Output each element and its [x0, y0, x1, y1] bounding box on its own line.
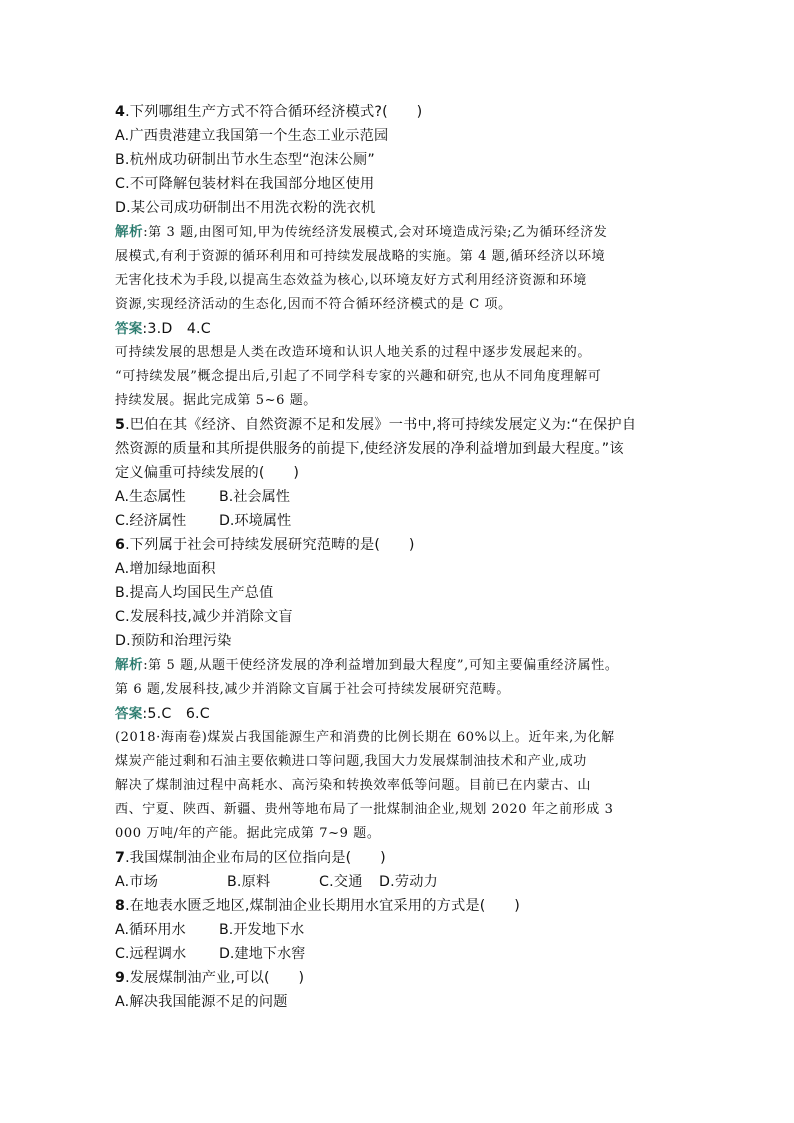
- analysis-1-line-3: 无害化技术为手段,以提高生态效益为核心,以环境友好方式利用经济资源和环境: [115, 273, 587, 288]
- question-6-option-b: B.提高人均国民生产总值: [115, 585, 274, 601]
- question-9-stem: 9.发展煤制油产业,可以( ): [115, 970, 305, 986]
- question-5-option-d: D.环境属性: [219, 513, 292, 529]
- passage-2-line-2: “可持续发展”概念提出后,引起了不同学科专家的兴趣和研究,也从不同角度理解可: [115, 369, 602, 384]
- question-6-stem: 6.下列属于社会可持续发展研究范畴的是( ): [115, 537, 415, 553]
- question-4-option-d: D.某公司成功研制出不用洗衣粉的洗衣机: [115, 200, 376, 216]
- question-5-option-b: B.社会属性: [219, 489, 290, 505]
- passage-3-line-1: (2018·海南卷)煤炭占我国能源生产和消费的比例长期在 60%以上。近年来,为化解: [115, 730, 615, 745]
- passage-3-line-4: 西、宁夏、陕西、新疆、贵州等地布局了一批煤制油企业,规划 2020 年之前形成 3: [115, 802, 614, 817]
- analysis-1-line-2: 展模式,有利于资源的循环利用和可持续发展战略的实施。第 4 题,循环经济以环境: [115, 249, 606, 264]
- question-8-options-row-2: [115, 942, 685, 966]
- analysis-2-line-1: 解析:第 5 题,从题干使经济发展的净利益增加到最大程度”,可知主要偏重经济属性。: [115, 657, 619, 673]
- question-5-stem-line-1: 5.巴伯在其《经济、自然资源不足和发展》一书中,将可持续发展定义为:“在保护自: [115, 417, 637, 433]
- question-4-option-b: B.杭州成功研制出节水生态型“泡沫公厕”: [115, 152, 375, 168]
- question-8-options-row-1: [115, 918, 685, 942]
- question-7-option-c: C.交通: [319, 874, 363, 890]
- passage-3-line-2: 煤炭产能过剩和石油主要依赖进口等问题,我国大力发展煤制油技术和产业,成功: [115, 754, 587, 769]
- question-4-option-c: C.不可降解包装材料在我国部分地区使用: [115, 176, 375, 192]
- passage-3-line-5: 000 万吨/年的产能。据此完成第 7~9 题。: [115, 826, 381, 841]
- question-5-stem-line-2: 然资源的质量和其所提供服务的前提下,使经济发展的净利益增加到最大程度。”该: [115, 441, 624, 457]
- question-7-stem: 7.我国煤制油企业布局的区位指向是( ): [115, 850, 386, 866]
- question-5-option-c: C.经济属性: [115, 513, 187, 529]
- question-4-option-a: A.广西贵港建立我国第一个生态工业示范园: [115, 128, 389, 144]
- passage-2-line-3: 持续发展。据此完成第 5~6 题。: [115, 393, 317, 408]
- question-8-option-b: B.开发地下水: [219, 922, 305, 938]
- question-8-option-c: C.远程调水: [115, 946, 187, 962]
- analysis-1-line-1: 解析:第 3 题,由图可知,甲为传统经济发展模式,会对环境造成污染;乙为循环经济发: [115, 224, 608, 240]
- document-page: [115, 100, 685, 1014]
- question-4-stem: 4.下列哪组生产方式不符合循环经济模式?( ): [115, 104, 423, 120]
- analysis-2-line-2: 第 6 题,发展科技,减少并消除文盲属于社会可持续发展研究范畴。: [115, 682, 511, 697]
- question-6-option-a: A.增加绿地面积: [115, 561, 216, 577]
- question-8-stem: 8.在地表水匮乏地区,煤制油企业长期用水宜采用的方式是( ): [115, 898, 521, 914]
- analysis-1-line-4: 资源,实现经济活动的生态化,因而不符合循环经济模式的是 C 项。: [115, 297, 512, 312]
- question-8-option-d: D.建地下水窖: [219, 946, 306, 962]
- question-8-option-a: A.循环用水: [115, 922, 186, 938]
- question-9-option-a: A.解决我国能源不足的问题: [115, 994, 288, 1010]
- answer-2: 答案:5.C 6.C: [115, 706, 210, 722]
- question-7-options: [115, 870, 685, 894]
- analysis-label: 解析: [115, 657, 144, 673]
- answer-label: 答案: [115, 321, 143, 337]
- question-7-option-d: D.劳动力: [379, 874, 438, 890]
- question-6-option-d: D.预防和治理污染: [115, 633, 232, 649]
- answer-label: 答案: [115, 706, 143, 722]
- question-5-option-a: A.生态属性: [115, 489, 186, 505]
- question-7-option-b: B.原料: [227, 874, 271, 890]
- analysis-label: 解析: [115, 224, 144, 240]
- question-5-options-row-2: [115, 509, 685, 533]
- question-5-stem-line-3: 定义偏重可持续发展的( ): [115, 465, 300, 481]
- question-5-options-row-1: [115, 485, 685, 509]
- passage-2-line-1: 可持续发展的思想是人类在改造环境和认识人地关系的过程中逐步发展起来的。: [115, 345, 592, 360]
- question-6-option-c: C.发展科技,减少并消除文盲: [115, 609, 293, 625]
- question-7-option-a: A.市场: [115, 874, 159, 890]
- passage-3-line-3: 解决了煤制油过程中高耗水、高污染和转换效率低等问题。目前已在内蒙古、山: [115, 778, 592, 793]
- answer-1: 答案:3.D 4.C: [115, 321, 211, 337]
